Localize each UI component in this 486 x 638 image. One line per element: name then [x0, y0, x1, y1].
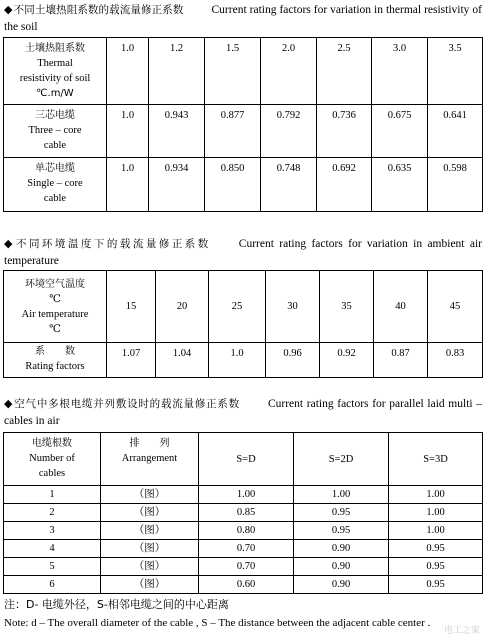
column-header-cell: S=3D — [389, 433, 483, 486]
cell-value: 0.95 — [389, 540, 483, 558]
value-cell: 45 — [428, 271, 483, 343]
value-cell: 1.2 — [149, 38, 205, 105]
table-row — [4, 540, 483, 558]
value-cell: 2.5 — [317, 38, 372, 105]
soil-title-zh: 不同土壤热阻系数的载流量修正系数 — [13, 4, 184, 16]
header-label-en: cable — [43, 140, 67, 151]
table-row — [4, 105, 483, 158]
cell-count: 1 — [4, 486, 101, 504]
value-cell: 0.943 — [149, 105, 205, 158]
cell-arrangement: （图） — [101, 486, 199, 504]
cell-value: 0.60 — [199, 576, 294, 594]
row-header-cell — [4, 38, 107, 105]
cell-value: 0.70 — [199, 558, 294, 576]
cell-count: 6 — [4, 576, 101, 594]
note-zh: 注：D- 电缆外径，S-相邻电缆之间的中心距离 — [4, 598, 229, 611]
cell-value: 1.00 — [389, 504, 483, 522]
header-label-en: Single – core — [27, 178, 83, 189]
row-header-cell — [4, 343, 107, 378]
unit-label: ℃ — [49, 293, 61, 305]
cell-value: 1.00 — [199, 486, 294, 504]
ambient-section-heading — [4, 236, 482, 270]
header-label-en: cable — [43, 193, 67, 204]
value-cell: 0.850 — [205, 158, 261, 212]
value-cell: 25 — [209, 271, 266, 343]
soil-factors-table — [3, 37, 483, 212]
table-row — [4, 522, 483, 540]
value-cell: 0.792 — [261, 105, 317, 158]
air-title-zh: 空气中多根电缆并列敷设时的载流量修正系数 — [14, 398, 240, 410]
column-header-cell — [4, 433, 101, 486]
note-en: Note: d – The overall diameter of the cable , S – The distance between the adjacent cable center . — [4, 617, 431, 629]
cell-arrangement: （图） — [101, 540, 199, 558]
value-cell: 0.641 — [428, 105, 483, 158]
cell-count: 5 — [4, 558, 101, 576]
cell-count: 2 — [4, 504, 101, 522]
table-row — [4, 158, 483, 212]
watermark: 电工之家 — [443, 626, 480, 636]
cell-value: 1.00 — [389, 486, 483, 504]
table-row — [4, 486, 483, 504]
value-cell: 40 — [374, 271, 428, 343]
value-cell: 3.5 — [428, 38, 483, 105]
ambient-title-zh: 不同环境温度下的载流量修正系数 — [15, 238, 211, 250]
soil-section-heading — [4, 2, 482, 36]
cell-value: 1.00 — [389, 522, 483, 540]
column-header-cell — [101, 433, 199, 486]
value-cell: 20 — [156, 271, 209, 343]
table-row — [4, 504, 483, 522]
unit-label: ℃ — [49, 323, 61, 335]
cell-value: 0.95 — [389, 576, 483, 594]
column-header-cell: S=D — [199, 433, 294, 486]
header-label-en: Number of — [29, 453, 75, 464]
header-label-zh: 系 数 — [35, 346, 75, 357]
header-label-en: cables — [38, 468, 66, 479]
value-cell: 0.96 — [266, 343, 320, 378]
value-cell: 1.04 — [156, 343, 209, 378]
value-cell: 1.0 — [209, 343, 266, 378]
cell-value: 0.85 — [199, 504, 294, 522]
value-cell: 0.598 — [428, 158, 483, 212]
cell-count: 3 — [4, 522, 101, 540]
value-cell: 0.736 — [317, 105, 372, 158]
value-cell: 1.0 — [107, 38, 149, 105]
value-cell: 0.748 — [261, 158, 317, 212]
row-header-cell — [4, 158, 107, 212]
value-cell: 0.934 — [149, 158, 205, 212]
cell-arrangement: （图） — [101, 504, 199, 522]
header-label-zh: 排 列 — [129, 438, 170, 449]
row-header-cell — [4, 271, 107, 343]
header-label-zh: 单芯电缆 — [35, 163, 75, 174]
value-cell: 3.0 — [372, 38, 428, 105]
header-label-en: Thermal — [37, 58, 73, 69]
cell-value: 0.95 — [294, 504, 389, 522]
table-row — [4, 343, 483, 378]
air-title-en: Current rating factors for parallel laid multi – cables in air — [4, 398, 482, 427]
value-cell: 0.635 — [372, 158, 428, 212]
row-header-cell — [4, 105, 107, 158]
value-cell: 2.0 — [261, 38, 317, 105]
cell-value: 0.80 — [199, 522, 294, 540]
value-cell: 1.0 — [107, 158, 149, 212]
header-label-zh: 电缆根数 — [32, 438, 72, 449]
cell-value: 0.70 — [199, 540, 294, 558]
cell-arrangement: （图） — [101, 558, 199, 576]
value-cell: 1.0 — [107, 105, 149, 158]
cell-value: 0.90 — [294, 540, 389, 558]
value-cell: 35 — [320, 271, 374, 343]
table-header-row — [4, 433, 483, 486]
table-row — [4, 576, 483, 594]
parallel-cables-table — [3, 432, 483, 594]
value-cell: 1.5 — [205, 38, 261, 105]
value-cell: 15 — [107, 271, 156, 343]
air-section-heading — [4, 396, 482, 430]
column-header-cell: S=2D — [294, 433, 389, 486]
header-label-zh: 环境空气温度 — [25, 278, 85, 290]
ambient-title-en: Current rating factors for variation in ambient air temperature — [4, 238, 482, 267]
value-cell: 0.675 — [372, 105, 428, 158]
value-cell: 30 — [266, 271, 320, 343]
value-cell: 1.07 — [107, 343, 156, 378]
header-label-en: Arrangement — [121, 453, 178, 464]
header-label-en: Rating factors — [25, 361, 85, 372]
diamond-bullet-icon: ◆ — [4, 398, 14, 410]
cell-value: 0.90 — [294, 576, 389, 594]
value-cell: 0.87 — [374, 343, 428, 378]
value-cell: 0.83 — [428, 343, 483, 378]
cell-value: 0.95 — [294, 522, 389, 540]
table-row — [4, 271, 483, 343]
value-cell: 0.692 — [317, 158, 372, 212]
soil-title-en: Current rating factors for variation in thermal resistivity of the soil — [4, 4, 483, 33]
cell-value: 0.90 — [294, 558, 389, 576]
table-row — [4, 38, 483, 105]
cell-value: 1.00 — [294, 486, 389, 504]
value-cell: 0.877 — [205, 105, 261, 158]
unit-label: ℃.m/W — [36, 88, 74, 99]
header-label-zh: 三芯电缆 — [35, 110, 75, 121]
value-cell: 0.92 — [320, 343, 374, 378]
diamond-bullet-icon: ◆ — [4, 4, 13, 16]
header-label-en: Three – core — [28, 125, 82, 136]
header-label-zh: 土壤热阻系数 — [25, 43, 85, 54]
cell-arrangement: （图） — [101, 522, 199, 540]
table-row — [4, 558, 483, 576]
header-label-en: Air temperature — [21, 308, 89, 320]
cell-count: 4 — [4, 540, 101, 558]
diamond-bullet-icon: ◆ — [4, 238, 15, 250]
cell-arrangement: （图） — [101, 576, 199, 594]
cell-value: 0.95 — [389, 558, 483, 576]
ambient-factors-table — [3, 270, 483, 378]
header-label-en: resistivity of soil — [19, 73, 91, 84]
